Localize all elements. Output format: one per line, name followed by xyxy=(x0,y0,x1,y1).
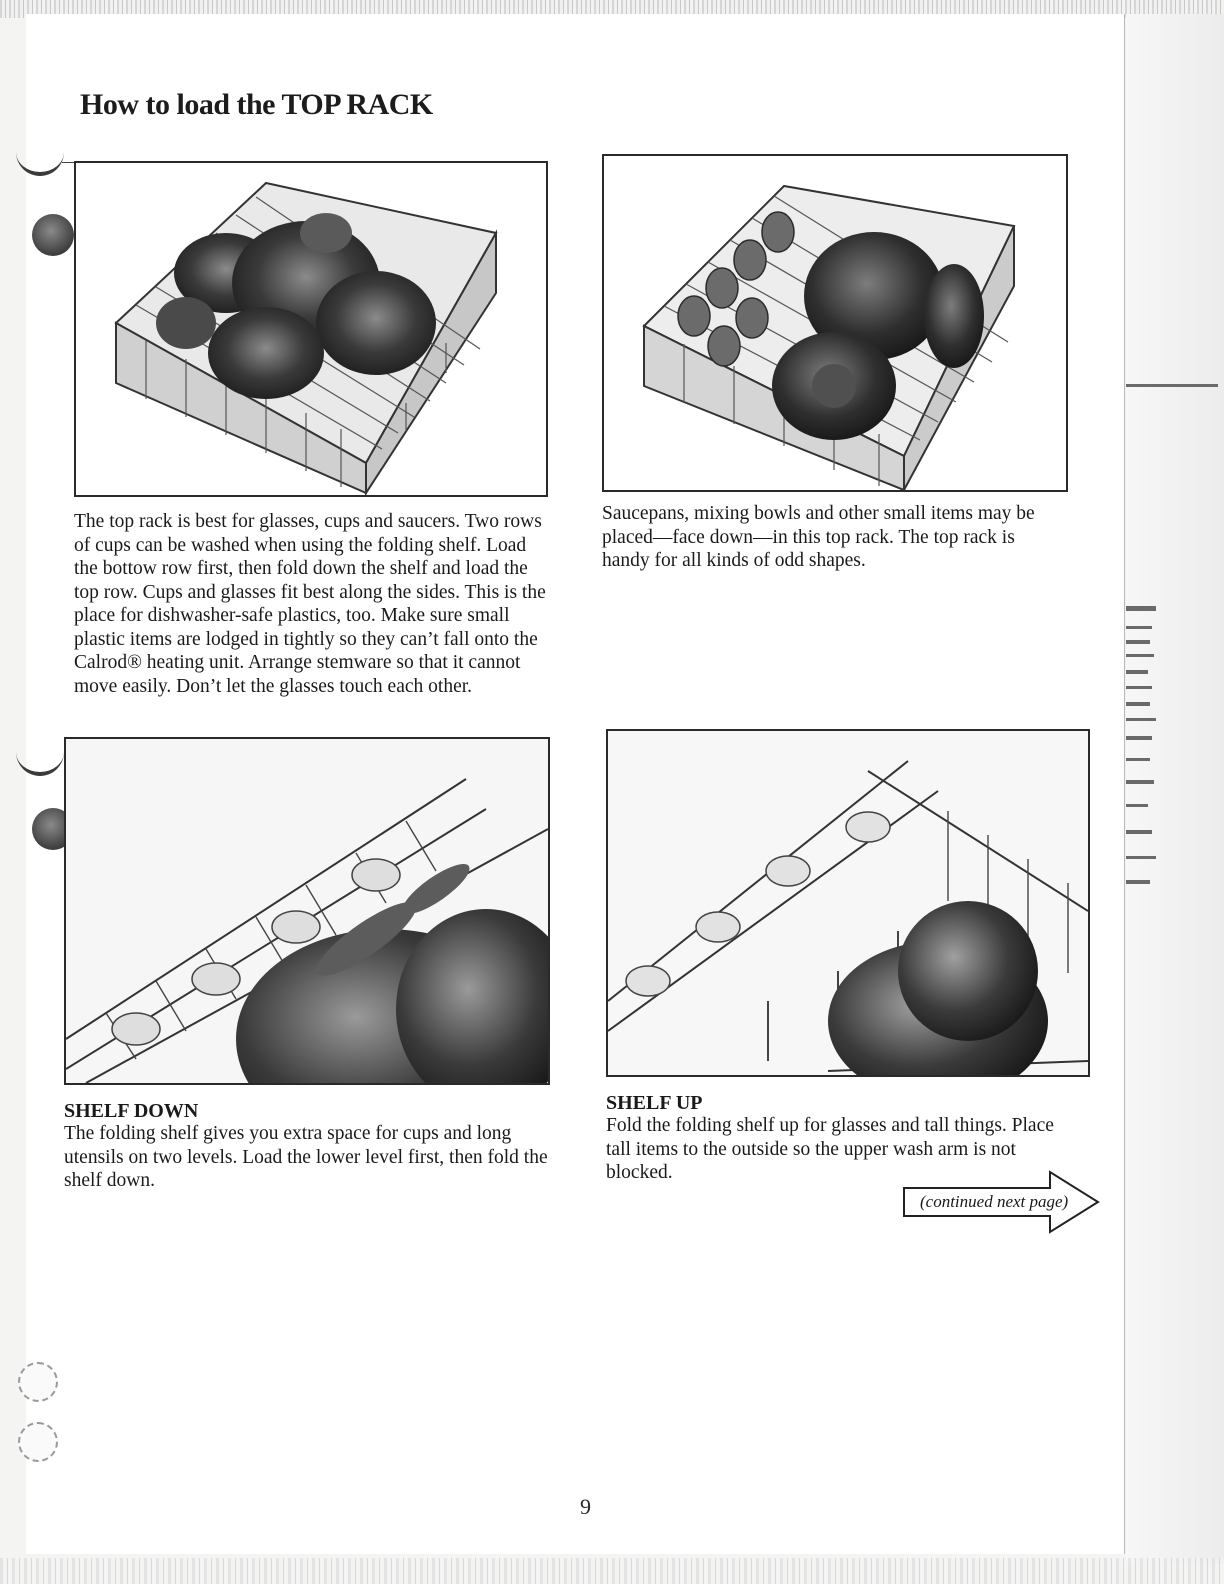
figure-shelf-down xyxy=(64,737,550,1085)
scan-mark xyxy=(1126,640,1150,644)
shelf-up-heading: SHELF UP xyxy=(606,1092,703,1114)
scan-mark xyxy=(1126,654,1154,657)
figure-top-rack-saucepans xyxy=(602,154,1068,492)
scan-mark xyxy=(1126,856,1156,859)
scan-mark xyxy=(1126,384,1218,387)
shelf-down-description: The folding shelf gives you extra space for cups and long utensils on two levels. Load the lower level first, then fold the shelf down. xyxy=(64,1123,548,1191)
margin-dot xyxy=(32,214,74,256)
scan-mark xyxy=(1126,686,1152,689)
scan-mark xyxy=(1126,830,1152,834)
continued-next-page-arrow[interactable] xyxy=(902,1170,1100,1234)
saucepans-description: Saucepans, mixing bowls and other small items may be placed—face down—in this top rack. The top rack is handy for all kinds of odd shapes. xyxy=(602,503,1035,571)
shelf-illustration xyxy=(66,739,548,1083)
scan-mark xyxy=(1126,626,1152,629)
scan-mark xyxy=(1126,804,1148,807)
top-rack-description: The top rack is best for glasses, cups and saucers. Two rows of cups can be washed when using the folding shelf. Load the bottow row first, then fold down the shelf and load the top row. Cups and glasses fit best along the sides. This is the place for dishwasher-safe plastics, too. Make sure small plastic items are lodged in tightly so they can’t fall onto the Calrod® heating unit. Arrange stemware so that it cannot move easily. Don’t let the glasses touch each other. xyxy=(74,511,546,697)
scan-mark xyxy=(1126,718,1156,721)
scan-mark xyxy=(1126,670,1148,674)
page-title: How to load the TOP RACK xyxy=(80,88,433,121)
scan-mark xyxy=(1126,702,1150,706)
punch-hole xyxy=(18,1362,58,1402)
shelf-up-description: Fold the folding shelf up for glasses and tall things. Place tall items to the outside so the upper wash arm is not blocked. xyxy=(606,1115,1054,1183)
continued-label: (continued next page) xyxy=(920,1192,1069,1211)
shelf-illustration xyxy=(608,731,1088,1075)
rack-illustration xyxy=(76,163,546,495)
punch-hole xyxy=(18,1422,58,1462)
scan-mark xyxy=(1126,780,1154,784)
scanner-margin-strip xyxy=(1126,14,1224,1564)
figure-shelf-up xyxy=(606,729,1090,1077)
figure-top-rack-cups xyxy=(74,161,548,497)
scan-mark xyxy=(1126,736,1152,740)
scan-mark xyxy=(1126,758,1150,761)
scan-edge-bottom xyxy=(0,1558,1224,1584)
rack-illustration xyxy=(604,156,1066,490)
page-number: 9 xyxy=(580,1494,591,1519)
shelf-down-heading: SHELF DOWN xyxy=(64,1100,199,1122)
scan-mark xyxy=(1126,880,1150,884)
scan-mark xyxy=(1126,606,1156,611)
